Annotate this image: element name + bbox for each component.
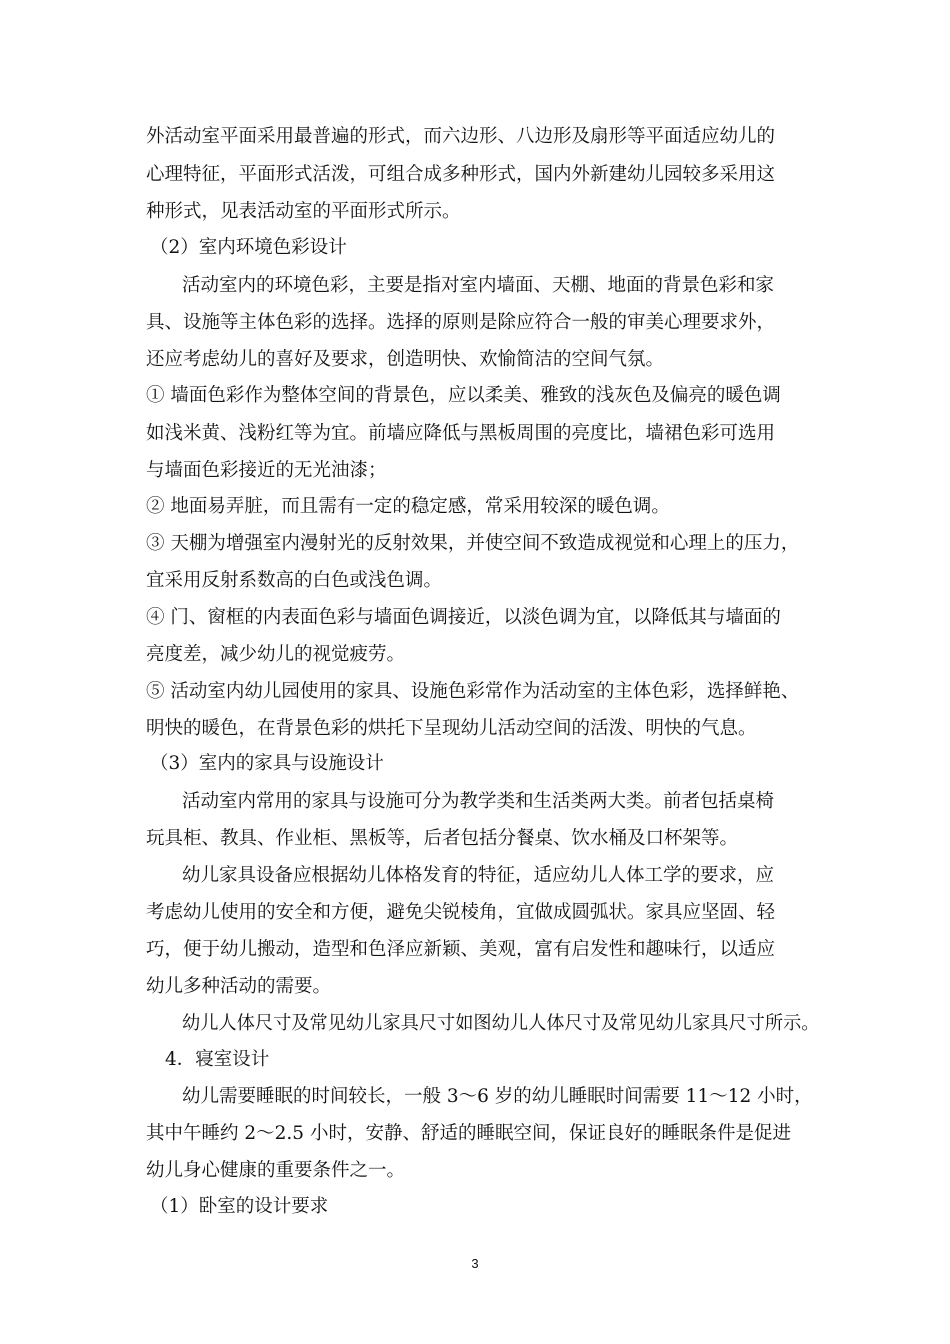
text-line: 亮度差，减少幼儿的视觉疲劳。 <box>146 644 406 665</box>
page-number: 3 <box>471 1256 479 1271</box>
text-line: 活动室内的环境色彩，主要是指对室内墙面、天棚、地面的背景色彩和家 <box>182 275 775 296</box>
text-line: 与墙面色彩接近的无光油漆； <box>146 460 387 481</box>
text-line: 幼儿身心健康的重要条件之一。 <box>146 1160 406 1181</box>
list-item: ④ 门、窗框的内表面色彩与墙面色调接近，以淡色调为宜，以降低其与墙面的 <box>146 607 781 628</box>
text-line: 考虑幼儿使用的安全和方便，避免尖锐棱角，宜做成圆弧状。家具应坚固、轻 <box>146 902 776 923</box>
text-line: 幼儿多种活动的需要。 <box>146 976 332 997</box>
text-line: 幼儿人体尺寸及常见幼儿家具尺寸如图幼儿人体尺寸及常见幼儿家具尺寸所示。 <box>182 1013 820 1034</box>
section-heading: （1）卧室的设计要求 <box>150 1196 329 1217</box>
text-line: 种形式，见表活动室的平面形式所示。 <box>146 201 461 222</box>
section-heading: （2）室内环境色彩设计 <box>150 237 347 258</box>
text-line: 心理特征，平面形式活泼，可组合成多种形式，国内外新建幼儿园较多采用这 <box>146 164 776 185</box>
text-line: 巧，便于幼儿搬动，造型和色泽应新颖、美观，富有启发性和趣味行，以适应 <box>146 939 776 960</box>
text-line: 外活动室平面采用最普遍的形式，而六边形、八边形及扇形等平面适应幼儿的 <box>146 126 776 147</box>
list-item: ③ 天棚为增强室内漫射光的反射效果，并使空间不致造成视觉和心理上的压力， <box>146 533 800 554</box>
text-line: 其中午睡约 2～2.5 小时，安静、舒适的睡眠空间，保证良好的睡眠条件是促进 <box>146 1123 791 1144</box>
text-line: 玩具柜、教具、作业柜、黑板等，后者包括分餐桌、饮水桶及口杯架等。 <box>146 828 739 849</box>
text-line: 宜采用反射系数高的白色或浅色调。 <box>146 570 443 591</box>
text-line: 幼儿需要睡眠的时间较长，一般 3～6 岁的幼儿睡眠时间需要 11～12 小时， <box>182 1086 813 1107</box>
text-line: 如浅米黄、浅粉红等为宜。前墙应降低与黑板周围的亮度比，墙裙色彩可选用 <box>146 423 776 444</box>
text-line: 具、设施等主体色彩的选择。选择的原则是除应符合一般的审美心理要求外， <box>146 312 776 333</box>
section-heading: （3）室内的家具与设施设计 <box>150 753 384 774</box>
list-item: ① 墙面色彩作为整体空间的背景色，应以柔美、雅致的浅灰色及偏亮的暖色调 <box>146 385 781 406</box>
text-line: 活动室内常用的家具与设施可分为教学类和生活类两大类。前者包括桌椅 <box>182 791 775 812</box>
text-line: 还应考虑幼儿的喜好及要求，创造明快、欢愉简洁的空间气氛。 <box>146 349 665 370</box>
text-line: 幼儿家具设备应根据幼儿体格发育的特征，适应幼儿人体工学的要求，应 <box>182 865 775 886</box>
text-line: 明快的暖色，在背景色彩的烘托下呈现幼儿活动空间的活泼、明快的气息。 <box>146 718 757 739</box>
section-heading: 4．寝室设计 <box>165 1049 270 1070</box>
list-item: ⑤ 活动室内幼儿园使用的家具、设施色彩常作为活动室的主体色彩，选择鲜艳、 <box>146 681 800 702</box>
list-item: ② 地面易弄脏，而且需有一定的稳定感，常采用较深的暖色调。 <box>146 496 670 517</box>
